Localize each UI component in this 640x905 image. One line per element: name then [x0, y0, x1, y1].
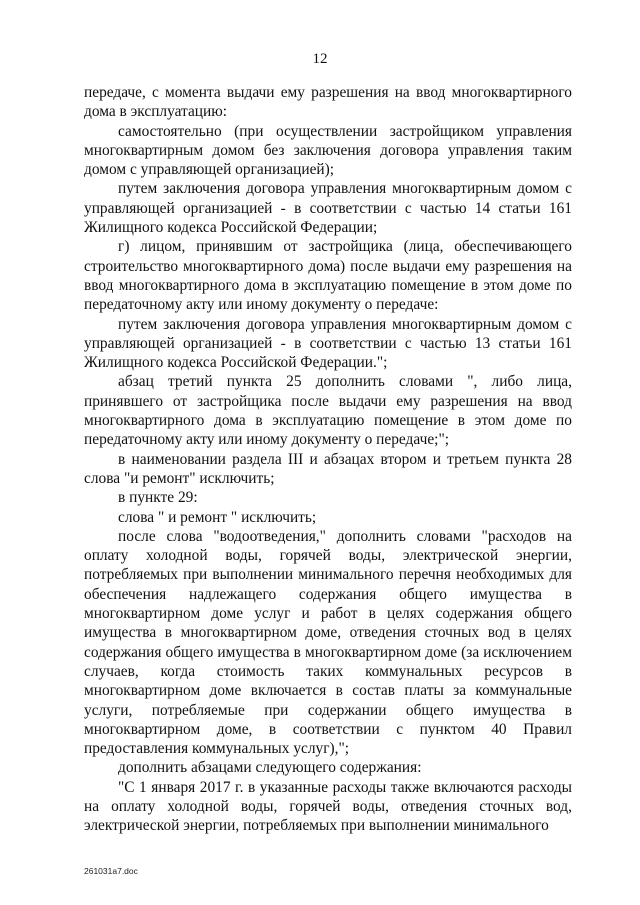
paragraph-management-contract-part-14: путем заключения договора управления многоквартирным домом с управляющей организацией - в соответствии с частью 14 статьи 161 Жилищного кодекса Российской Федерации; [84, 180, 572, 237]
paragraph-self-management: самостоятельно (при осуществлении застройщиком управления многоквартирным домом без заключения договора управления таким домом с управляющей организацией); [84, 122, 572, 179]
paragraph-point-29-heading: в пункте 29: [118, 489, 198, 507]
document-body [84, 83, 572, 836]
paragraph-item-g: г) лицом, принявшим от застройщика (лица, обеспечивающего строительство многоквартирного дома) после выдачи ему разрешения на ввод многоквартирного дома в эксплуатацию помещение в этом доме по передаточному акту или иному документу о передаче: [84, 238, 572, 314]
paragraph-continuation: передаче, с момента выдачи ему разрешения на ввод многоквартирного дома в эксплуатацию: [84, 84, 572, 121]
page-number: 12 [312, 51, 328, 67]
document-filename-footer: 261031a7.doc [84, 866, 138, 876]
paragraph-management-contract-part-13: путем заключения договора управления многоквартирным домом с управляющей организацией - в соответствии с частью 13 статьи 161 Жилищного кодекса Российской Федерации."; [84, 315, 572, 372]
paragraph-point-25-amendment: абзац третий пункта 25 дополнить словами ", либо лица, принявшего от застройщика после выдачи ему разрешения на ввод многоквартирного дома в эксплуатацию помещение в этом доме по передаточному акту или иному документу о передаче;"; [84, 373, 572, 449]
paragraph-exclude-repair-words: слова " и ремонт " исключить; [118, 508, 317, 526]
paragraph-water-disposal-amendment: после слова "водоотведения," дополнить словами "расходов на оплату холодной воды, горячей воды, электрической энергии, потребляемых при выполнении минимального перечня необходимых для обеспечения надлежащего содержания общего имущества в многоквартирном доме услуг и работ в целях содержания общего имущества в многоквартирном доме, отведения сточных вод в целях содержания общего имущества в многоквартирном доме (за исключением случаев, когда стоимость таких коммунальных ресурсов в многоквартирном доме включается в состав платы за коммунальные услуги, потребляемые при содержании общего имущества в многоквартирном доме, в соответствии с пунктом 40 Правил предоставления коммунальных услуг),"; [84, 527, 572, 758]
paragraph-from-2017: "С 1 января 2017 г. в указанные расходы также включаются расходы на оплату холодной воды, горячей воды, отведения сточных вод, электрической энергии, потребляемых при выполнении минимального [84, 778, 572, 835]
paragraph-section-3-amendment: в наименовании раздела III и абзацах втором и третьем пункта 28 слова "и ремонт" исключить; [84, 450, 572, 487]
paragraph-add-subparagraphs: дополнить абзацами следующего содержания: [118, 759, 422, 777]
